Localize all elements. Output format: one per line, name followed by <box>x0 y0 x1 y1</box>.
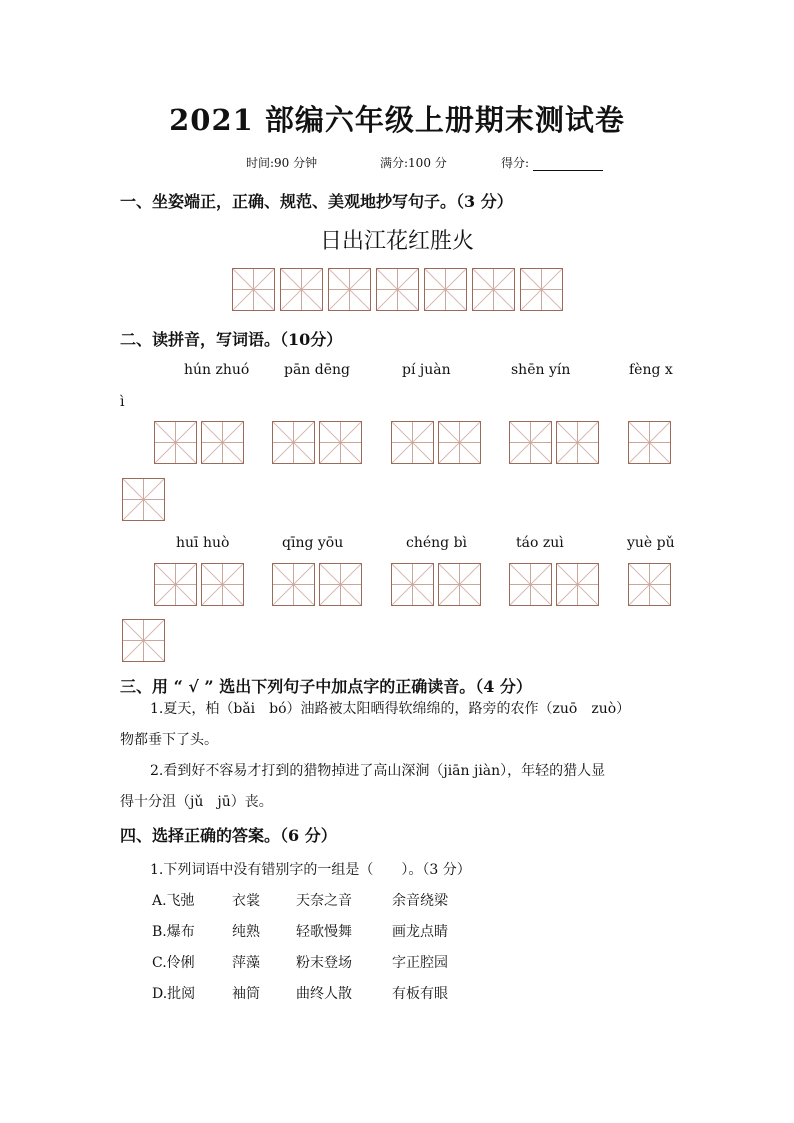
q4-1: 1.下列词语中没有错别字的一组是（ ）。（3 分） <box>150 862 471 878</box>
section-4-heading: 四、选择正确的答案。（6 分） <box>120 826 337 845</box>
word-box-pair-4 <box>509 421 599 464</box>
word-box-pair-8 <box>391 563 481 606</box>
pinyin-4: shēn yín <box>511 362 571 378</box>
word-box-pair-1 <box>154 421 244 464</box>
pinyin-5-wrap: ì <box>120 394 125 410</box>
option-c-3: 粉末登场 <box>296 955 352 971</box>
option-a-1: A.飞弛 <box>152 893 195 909</box>
section-3-heading: 三、用 “ √ ” 选出下列句子中加点字的正确读音。（4 分） <box>120 677 532 696</box>
option-b-2: 纯熟 <box>232 924 260 940</box>
word-box-pair-9 <box>509 563 599 606</box>
writing-box[interactable] <box>391 563 434 606</box>
pinyin-10: yuè pǔ <box>627 535 675 551</box>
option-b-1: B.爆布 <box>152 924 195 940</box>
writing-box[interactable] <box>201 421 244 464</box>
writing-box[interactable] <box>232 268 275 311</box>
writing-box[interactable] <box>376 268 419 311</box>
writing-box[interactable] <box>122 478 165 521</box>
word-box-pair-10b <box>122 619 165 662</box>
q3-1-line1: 1.夏天，柏（bǎi bó）油路被太阳晒得软绵绵的，路旁的农作（zuō zuò） <box>150 701 631 717</box>
exam-time: 时间:90 分钟 <box>246 156 318 170</box>
option-c-1: C.伶俐 <box>152 955 195 971</box>
pinyin-9: táo zuì <box>516 535 564 551</box>
section-2-heading: 二、读拼音，写词语。（10分） <box>120 330 343 349</box>
option-a-3: 天奈之音 <box>296 893 352 909</box>
option-d-1: D.批阅 <box>152 986 196 1002</box>
writing-box[interactable] <box>319 563 362 606</box>
q3-2-line1: 2.看到好不容易才打到的猎物掉进了高山深涧（jiān jiàn），年轻的猎人显 <box>150 763 606 779</box>
exam-score-label <box>501 154 603 171</box>
section-1-writing-grid <box>232 268 563 311</box>
writing-box[interactable] <box>272 421 315 464</box>
word-box-pair-5b <box>122 478 165 521</box>
copy-sentence: 日出江花红胜火 <box>319 229 474 254</box>
pinyin-8: chéng bì <box>406 535 468 551</box>
pinyin-6: huī huò <box>176 535 230 551</box>
pinyin-7: qīng yōu <box>282 535 344 551</box>
option-d-2: 袖筒 <box>232 986 260 1002</box>
word-box-pair-2 <box>272 421 362 464</box>
option-c-4: 字正腔园 <box>392 955 448 971</box>
writing-box[interactable] <box>328 268 371 311</box>
writing-box[interactable] <box>154 421 197 464</box>
pinyin-3: pí juàn <box>402 362 451 378</box>
pinyin-1: hún zhuó <box>184 362 250 378</box>
writing-box[interactable] <box>391 421 434 464</box>
option-a-4: 余音绕梁 <box>392 893 448 909</box>
exam-full-score: 满分:100 分 <box>380 156 447 170</box>
pinyin-2: pān dēng <box>284 362 351 378</box>
writing-box[interactable] <box>319 421 362 464</box>
writing-box[interactable] <box>509 421 552 464</box>
writing-box[interactable] <box>154 563 197 606</box>
writing-box[interactable] <box>438 421 481 464</box>
q3-1-line2: 物都垂下了头。 <box>120 732 218 748</box>
option-b-4: 画龙点睛 <box>392 924 448 940</box>
option-b-3: 轻歌慢舞 <box>296 924 352 940</box>
writing-box[interactable] <box>201 563 244 606</box>
writing-box[interactable] <box>556 563 599 606</box>
score-label-text: 得分: <box>501 156 530 170</box>
writing-box[interactable] <box>272 563 315 606</box>
q3-2-line2: 得十分沮（jǔ jū）丧。 <box>120 794 273 810</box>
writing-box[interactable] <box>438 563 481 606</box>
writing-box[interactable] <box>472 268 515 311</box>
option-c-2: 萍藻 <box>232 955 260 971</box>
writing-box[interactable] <box>556 421 599 464</box>
writing-box[interactable] <box>509 563 552 606</box>
word-box-pair-7 <box>272 563 362 606</box>
writing-box[interactable] <box>280 268 323 311</box>
writing-box[interactable] <box>424 268 467 311</box>
writing-box[interactable] <box>628 421 671 464</box>
pinyin-5: fèng x <box>629 362 673 378</box>
option-a-2: 衣裳 <box>232 893 260 909</box>
word-box-pair-5a <box>628 421 671 464</box>
word-box-pair-10a <box>628 563 671 606</box>
section-1-heading: 一、坐姿端正，正确、规范、美观地抄写句子。（3 分） <box>120 192 513 211</box>
word-box-pair-6 <box>154 563 244 606</box>
writing-box[interactable] <box>520 268 563 311</box>
writing-box[interactable] <box>122 619 165 662</box>
option-d-4: 有板有眼 <box>392 986 448 1002</box>
writing-box[interactable] <box>628 563 671 606</box>
word-box-pair-3 <box>391 421 481 464</box>
option-d-3: 曲终人散 <box>296 986 352 1002</box>
page-title: 2021 部编六年级上册期末测试卷 <box>169 103 625 137</box>
score-blank[interactable] <box>533 158 603 171</box>
